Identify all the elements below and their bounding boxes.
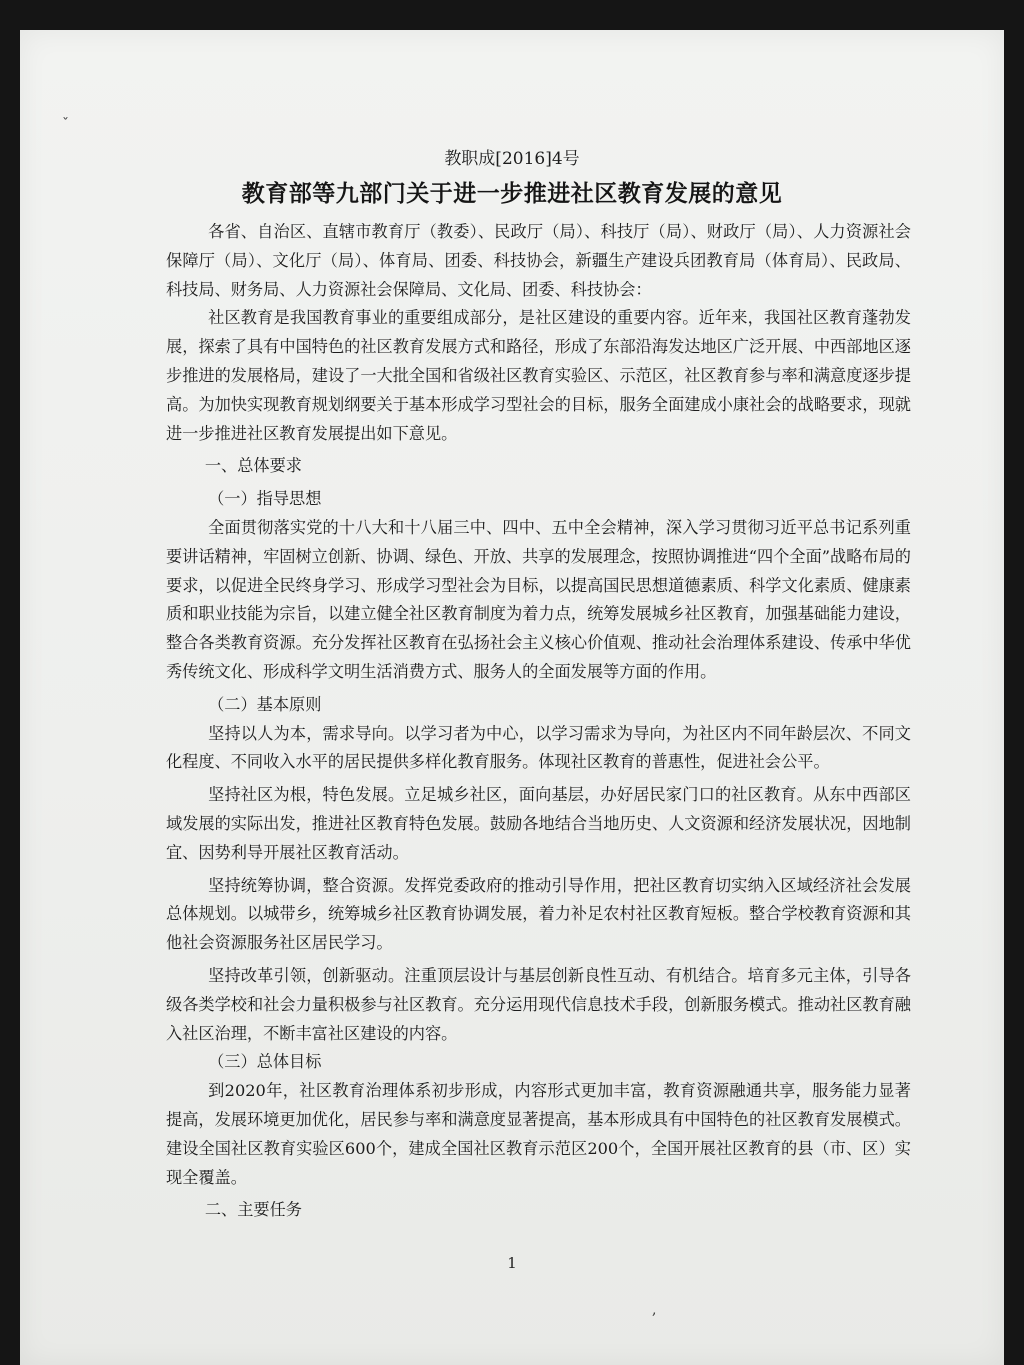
overall-goals-paragraph: 到2020年，社区教育治理体系初步形成，内容形式更加丰富，教育资源融通共享，服务能力显著提高，发展环境更加优化，居民参与率和满意度显著提高，基本形成具有中国特色的社区教育发展模式。建设全国社区教育实验区600个，建成全国社区教育示范区200个，全国开展社区教育的县（市、区）实现全覆盖。 (166, 1081, 911, 1187)
subsection-heading-guiding-ideology: （一）指导思想 (208, 489, 322, 509)
document-page (20, 30, 1004, 1365)
speck-mark: , (652, 1302, 657, 1318)
principle-paragraph-people-oriented: 坚持以人为本，需求导向。以学习者为中心，以学习需求为导向，为社区内不同年龄层次、不同文化程度、不同收入水平的居民提供多样化教育服务。体现社区教育的普惠性，促进社会公平。 (166, 723, 911, 772)
document-body (166, 218, 911, 1225)
intro-paragraph: 社区教育是我国教育事业的重要组成部分，是社区建设的重要内容。近年来，我国社区教育蓬勃发展，探索了具有中国特色的社区教育发展方式和路径，形成了东部沿海发达地区广泛开展、中西部地区逐步推进的发展格局，建设了一大批全国和省级社区教育实验区、示范区，社区教育参与率和满意度逐步提高。为加快实现教育规划纲要关于基本形成学习型社会的目标，服务全面建成小康社会的战略要求，现就进一步推进社区教育发展提出如下意见。 (166, 308, 911, 443)
document-number: 教职成[2016]4号 (444, 149, 580, 169)
principle-paragraph-reform: 坚持改革引领，创新驱动。注重顶层设计与基层创新良性互动、有机结合。培育多元主体，引导各级各类学校和社会力量积极参与社区教育。充分运用现代信息技术手段，创新服务模式。推动社区教育融入社区治理，不断丰富社区建设的内容。 (166, 965, 911, 1043)
page-number: 1 (507, 1254, 517, 1272)
speck-mark: ˇ (62, 116, 69, 132)
section-heading-main-tasks: 二、主要任务 (204, 1200, 302, 1220)
guiding-ideology-paragraph: 全面贯彻落实党的十八大和十八届三中、四中、五中全会精神，深入学习贯彻习近平总书记系列重要讲话精神，牢固树立创新、协调、绿色、开放、共享的发展理念，按照协调推进“四个全面”战略布局的要求，以促进全民终身学习、形成学习型社会为目标，以提高国民思想道德素质、科学文化素质、健康素质和职业技能为宗旨，以建立健全社区教育制度为着力点，统筹发展城乡社区教育，加强基础能力建设，整合各类教育资源。充分发挥社区教育在弘扬社会主义核心价值观、推动社会治理体系建设、传承中华优秀传统文化、形成科学文明生活消费方式、服务人的全面发展等方面的作用。 (166, 517, 911, 681)
subsection-heading-basic-principles: （二）基本原则 (208, 694, 322, 714)
principle-paragraph-community-rooted: 坚持社区为根，特色发展。立足城乡社区，面向基层，办好居民家门口的社区教育。从东中西部区域发展的实际出发，推进社区教育特色发展。鼓励各地结合当地历史、人文资源和经济发展状况，因地制宜、因势利导开展社区教育活动。 (166, 785, 911, 862)
addressee-paragraph: 各省、自治区、直辖市教育厅（教委）、民政厅（局）、科技厅（局）、财政厅（局）、人力资源社会保障厅（局）、文化厅（局）、体育局、团委、科技协会，新疆生产建设兵团教育局（体育局）、民政局、科技局、财务局、人力资源社会保障局、文化局、团委、科技协会： (166, 222, 911, 299)
principle-paragraph-coordination: 坚持统筹协调，整合资源。发挥党委政府的推动引导作用，把社区教育切实纳入区域经济社会发展总体规划。以城带乡，统筹城乡社区教育协调发展，着力补足农村社区教育短板。整合学校教育资源和其他社会资源服务社区居民学习。 (166, 875, 911, 953)
section-heading-general-requirements: 一、总体要求 (204, 456, 302, 476)
document-title: 教育部等九部门关于进一步推进社区教育发展的意见 (241, 180, 783, 207)
subsection-heading-overall-goals: （三）总体目标 (208, 1052, 322, 1072)
